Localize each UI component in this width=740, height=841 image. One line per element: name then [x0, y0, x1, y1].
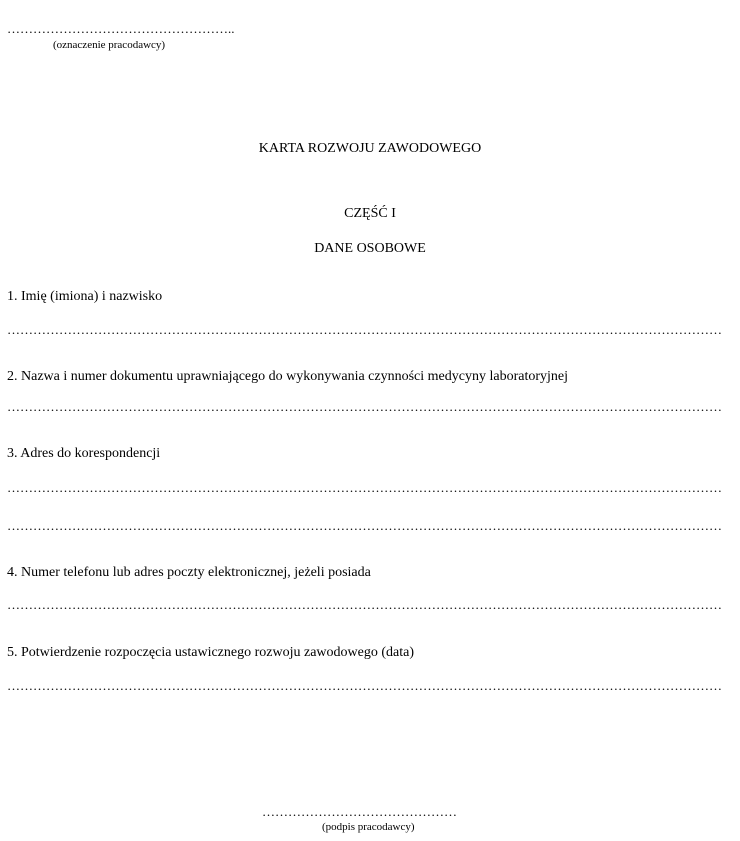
document-title: KARTA ROZWOJU ZAWODOWEGO: [258, 141, 482, 156]
field-date-label: 5. Potwierdzenie rozpoczęcia ustawicznego rozwoju zawodowego (data): [7, 645, 414, 660]
field-address-line-1[interactable]: …………………………………………………………………………………………………………………………………………………: [7, 481, 722, 495]
part-heading: CZĘŚĆ I: [344, 206, 396, 221]
field-contact-line[interactable]: …………………………………………………………………………………………………………………………………………………: [7, 598, 722, 612]
field-document-label: 2. Nazwa i numer dokumentu uprawniającego do wykonywania czynności medycyny laboratoryjnej: [7, 369, 568, 384]
field-date-line[interactable]: …………………………………………………………………………………………………………………………………………………: [7, 679, 722, 693]
field-contact-label: 4. Numer telefonu lub adres poczty elektronicznej, jeżeli posiada: [7, 565, 371, 580]
field-address-line-2[interactable]: …………………………………………………………………………………………………………………………………………………: [7, 519, 722, 533]
employer-caption: (oznaczenie pracodawcy): [53, 39, 166, 51]
field-name-label: 1. Imię (imiona) i nazwisko: [7, 289, 163, 304]
field-name-line[interactable]: …………………………………………………………………………………………………………………………………………………: [7, 323, 722, 337]
employer-dots: ……………………………………………..: [7, 22, 235, 35]
signature-caption: (podpis pracodawcy): [322, 821, 415, 833]
section-heading: DANE OSOBOWE: [314, 241, 426, 256]
field-document-line[interactable]: …………………………………………………………………………………………………………………………………………………: [7, 400, 722, 414]
signature-dots[interactable]: ………………………………………: [262, 805, 457, 818]
field-address-label: 3. Adres do korespondencji: [7, 446, 161, 461]
